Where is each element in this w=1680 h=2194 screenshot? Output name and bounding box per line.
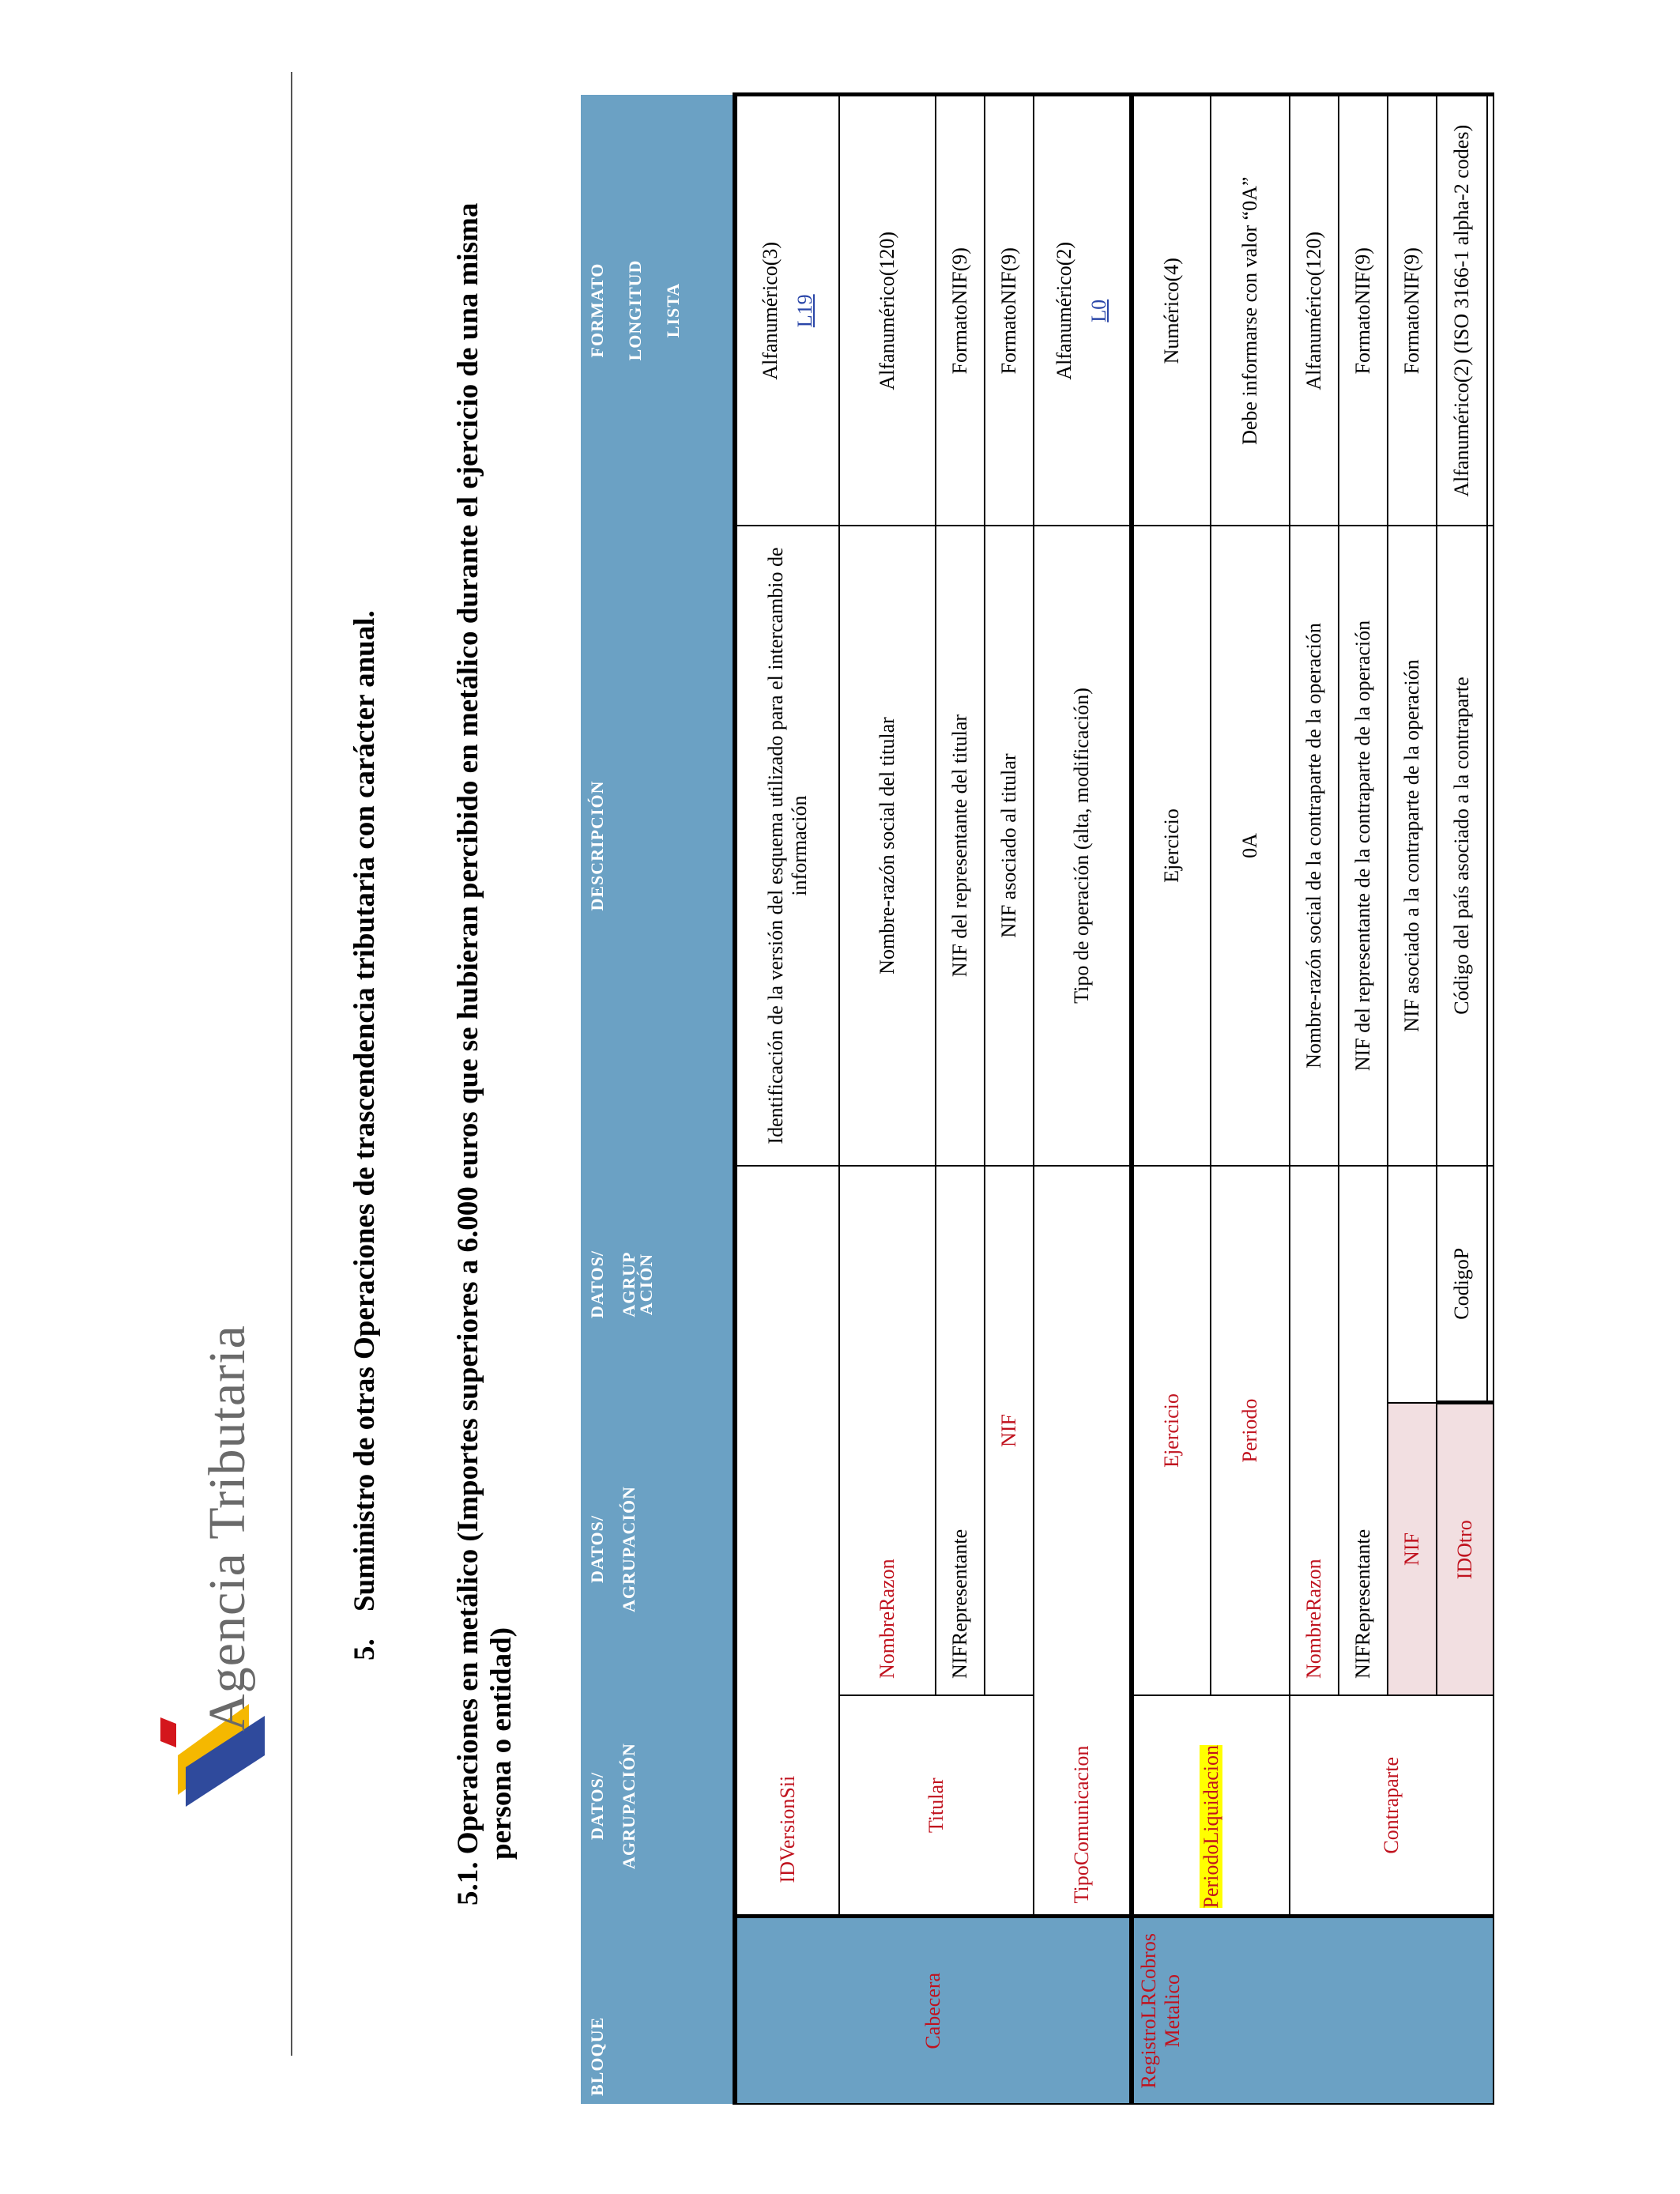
agency-logo-text: Agencia Tributaria — [198, 1325, 256, 1732]
header-acion-3: ACIÓN — [636, 1253, 656, 1316]
fmt-nombrerazon-titular: Alfanumérico(120) — [839, 95, 936, 526]
fmt-nif-contraparte: FormatoNIF(9) — [1388, 95, 1437, 526]
group-contraparte: Contraparte — [1290, 1695, 1494, 1917]
header-formato — [581, 95, 735, 526]
fmt-tipocomunicacion-value: Alfanumérico(2) — [1053, 241, 1075, 380]
section-5-1-title-line1: 5.1. Operaciones en metálico (Importes superiores a 6.000 euros que se hubieran percibido en metálico durante el ejercicio de una misma — [452, 202, 484, 1906]
group-periodoliquidacion-label: PeriodoLiquidacion — [1200, 1744, 1222, 1909]
field-nombrerazon-contraparte: NombreRazon — [1290, 1166, 1339, 1695]
table-header-row — [581, 95, 735, 2104]
sub-nif-contraparte-empty — [1388, 1166, 1437, 1403]
fmt-tipocomunicacion — [1034, 95, 1132, 526]
fmt-nifrepresentante-contraparte: FormatoNIF(9) — [1339, 95, 1388, 526]
group-periodoliquidacion — [1132, 1695, 1290, 1917]
group-titular: Titular — [839, 1695, 1034, 1917]
field-periodo: Periodo — [1211, 1166, 1290, 1695]
fmt-codigop: Alfanumérico(2) (ISO 3166-1 alpha-2 codes) — [1437, 95, 1487, 526]
desc-nifrepresentante-titular: NIF del representante del titular — [936, 526, 985, 1166]
desc-nif-titular: NIF asociado al titular — [985, 526, 1034, 1166]
header-lista-label: LISTA — [663, 282, 683, 338]
desc-ejercicio: Ejercicio — [1132, 526, 1211, 1166]
list-link-l19[interactable]: L19 — [793, 294, 816, 328]
table-row — [735, 95, 839, 2104]
field-nifrepresentante-contraparte: NIFRepresentante — [1339, 1166, 1388, 1695]
block-registrolrcobrosmetalico — [1132, 1917, 1494, 2104]
section-5-heading — [348, 610, 382, 1661]
field-nif-contraparte: NIF — [1388, 1403, 1437, 1695]
field-nombrerazon-titular: NombreRazon — [839, 1166, 936, 1695]
desc-nifrepresentante-contraparte: NIF del representante de la contraparte de la operación — [1339, 526, 1388, 1166]
header-datos-3: DATOS/ — [587, 1250, 607, 1318]
fmt-idversionsii-value: Alfanumérico(3) — [759, 241, 782, 380]
header-formato-label: FORMATO — [587, 262, 607, 358]
field-codigop: CodigoP — [1437, 1166, 1487, 1403]
desc-nombrerazon-contraparte: Nombre-razón social de la contraparte de la operación — [1290, 526, 1339, 1166]
filler-cell — [1487, 526, 1494, 1166]
fmt-nif-titular: FormatoNIF(9) — [985, 95, 1034, 526]
group-tipocomunicacion — [1034, 1166, 1132, 1917]
group-idversionsii — [735, 1166, 839, 1917]
filler-cell — [1487, 1166, 1494, 1403]
header-bloque-label: BLOQUE — [587, 2016, 607, 2096]
header-datos-1: DATOS/ — [587, 1772, 607, 1840]
desc-codigop: Código del país asociado a la contraparte — [1437, 526, 1487, 1166]
desc-nif-contraparte: NIF asociado a la contraparte de la operación — [1388, 526, 1437, 1166]
agency-logo — [150, 72, 312, 2056]
field-idotro: IDOtro — [1437, 1403, 1494, 1695]
block-cabecera: Cabecera — [735, 1917, 1132, 2104]
table-row — [1132, 95, 1211, 2104]
section-5-title: Suministro de otras Operaciones de trascendencia tributaria con carácter anual. — [348, 610, 381, 1612]
header-datos-agrupacion-2 — [581, 1403, 735, 1695]
list-link-l0[interactable]: L0 — [1087, 299, 1110, 322]
fmt-periodo: Debe informarse con valor “0A” — [1211, 95, 1290, 526]
header-datos-2: DATOS/ — [587, 1515, 607, 1583]
fmt-nifrepresentante-titular: FormatoNIF(9) — [936, 95, 985, 526]
fmt-nombrerazon-contraparte: Alfanumérico(120) — [1290, 95, 1339, 526]
fmt-idversionsii — [735, 95, 839, 526]
header-datos-agrupacion-1 — [581, 1695, 735, 1917]
desc-periodo: 0A — [1211, 526, 1290, 1166]
header-agrupacion-1: AGRUPACIÓN — [619, 1743, 638, 1869]
header-agrupacion-2: AGRUPACIÓN — [619, 1486, 638, 1612]
desc-idversionsii: Identificación de la versión del esquema utilizado para el intercambio de información — [735, 526, 839, 1166]
header-datos-agrupacion-3 — [581, 1166, 735, 1403]
desc-tipocomunicacion: Tipo de operación (alta, modificación) — [1034, 526, 1132, 1166]
field-nif-titular: NIF — [985, 1166, 1034, 1695]
header-descripcion — [581, 526, 735, 1166]
desc-nombrerazon-titular: Nombre-razón social del titular — [839, 526, 936, 1166]
field-nifrepresentante-titular: NIFRepresentante — [936, 1166, 985, 1695]
section-5-number: 5. — [348, 1638, 381, 1661]
filler-cell — [1487, 95, 1494, 526]
header-longitud-label: LONGITUD — [625, 259, 645, 361]
header-agrupacion-3 — [620, 1174, 655, 1395]
table-row — [839, 95, 936, 2104]
section-5-1-title-line2: persona o entidad) — [485, 1627, 518, 1860]
table-row — [1034, 95, 1132, 2104]
block-registrolrcobrosmetalico-label: RegistroLRCobrosMetalico — [1137, 1933, 1184, 2089]
fmt-ejercicio: Numérico(4) — [1132, 95, 1211, 526]
cobros-metalico-spec-table — [581, 93, 1494, 2105]
header-descripcion-label: DESCRIPCIÓN — [587, 780, 607, 911]
section-5-1-heading — [452, 88, 518, 1906]
table-row — [1290, 95, 1339, 2104]
header-agrup-3: AGRUP — [619, 1251, 638, 1318]
group-tipocomunicacion-label: TipoComunicacion — [1070, 1745, 1093, 1904]
field-ejercicio: Ejercicio — [1132, 1166, 1211, 1695]
header-bloque — [581, 1917, 735, 2104]
header-divider — [291, 72, 292, 2056]
group-idversionsii-label: IDVersionSii — [776, 1775, 799, 1883]
